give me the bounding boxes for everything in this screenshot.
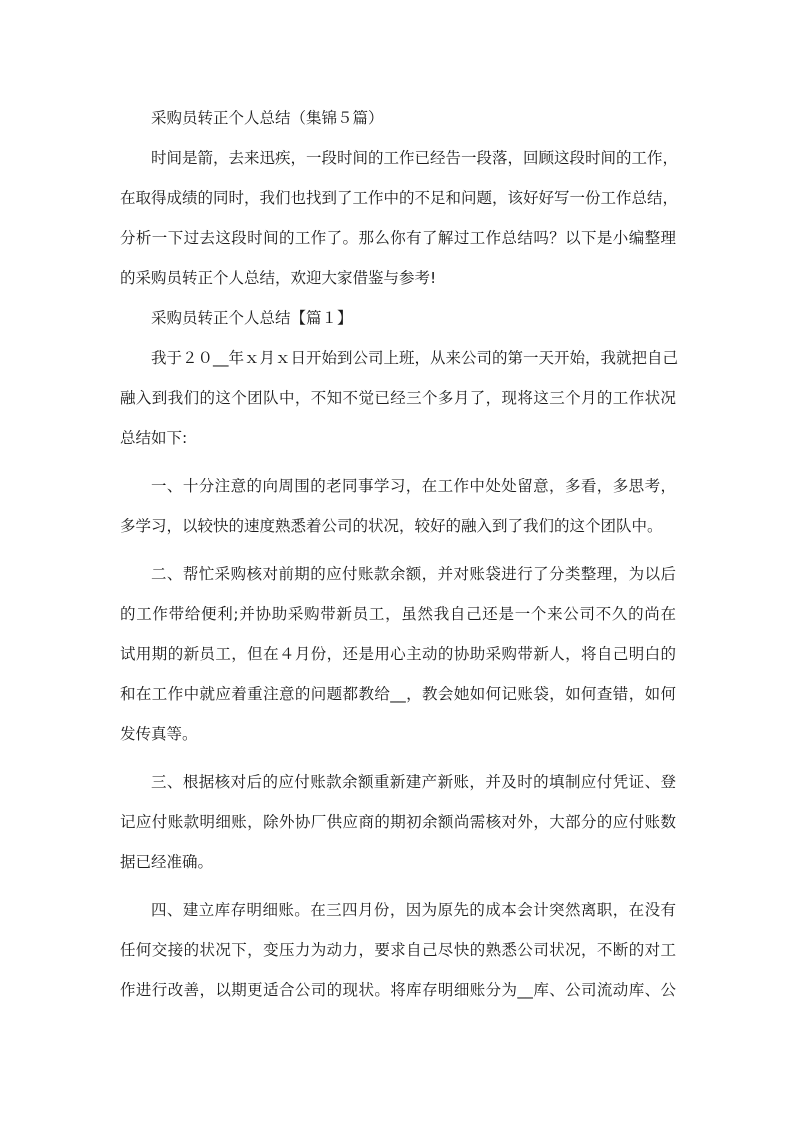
- item4-line-3: 作进行改善，以期更适合公司的现状。将库存明细账分为__库、公司流动库、公: [120, 981, 676, 999]
- intro-line-3: 分析一下过去这段时间的工作了。那么你有了解过工作总结吗？以下是小编整理: [120, 229, 676, 247]
- item-1-paragraph: [120, 466, 676, 546]
- item-3-paragraph: [120, 762, 676, 882]
- item-4-paragraph: [120, 890, 676, 1010]
- document-title: 采购员转正个人总结（集锦５篇）: [151, 109, 384, 127]
- document-body: [120, 98, 679, 1010]
- para1-line-1: 我于２０__年ｘ月ｘ日开始到公司上班，从来公司的第一天开始，我就把自己: [151, 349, 679, 367]
- spacer: [120, 546, 676, 554]
- item2-line-2: 的工作带给便利;并协助采购带新员工，虽然我自己还是一个来公司不久的尚在: [120, 605, 676, 623]
- item2-line-3: 试用期的新员工，但在４月份，还是用心主动的协助采购带新人，将自己明白的: [120, 645, 676, 663]
- item2-line-5: 发传真等。: [120, 725, 198, 743]
- item3-line-1: 三、根据核对后的应付账款余额重新建产新账，并及时的填制应付凭证、登: [151, 773, 676, 791]
- item3-line-2: 记应付账款明细账，除外协厂供应商的期初余额尚需核对外，大部分的应付账数: [120, 813, 676, 831]
- intro-line-1: 时间是箭，去来迅疾，一段时间的工作已经告一段落，回顾这段时间的工作，: [151, 149, 679, 167]
- section-heading: 采购员转正个人总结【篇１】: [151, 309, 353, 327]
- item-2-paragraph: [120, 554, 676, 754]
- item1-line-1: 一、十分注意的向周围的老同事学习，在工作中处处留意，多看，多思考，: [151, 477, 676, 495]
- spacer: [120, 458, 676, 466]
- intro-line-2: 在取得成绩的同时，我们也找到了工作中的不足和问题，该好好写一份工作总结，: [120, 189, 679, 207]
- item4-line-1: 四、建立库存明细账。在三四月份，因为原先的成本会计突然离职，在没有: [151, 901, 676, 919]
- item2-line-4: 和在工作中就应着重注意的问题都教给__，教会她如何记账袋，如何查错，如何: [120, 685, 676, 703]
- item4-line-2: 任何交接的状况下，变压力为动力，要求自己尽快的熟悉公司状况，不断的对工: [120, 941, 676, 959]
- spacer: [120, 754, 676, 762]
- item3-line-3: 据已经准确。: [120, 853, 214, 871]
- intro-paragraph: [120, 138, 679, 298]
- spacer: [120, 882, 676, 890]
- paragraph-1: [120, 338, 679, 458]
- intro-line-4: 的采购员转正个人总结，欢迎大家借鉴与参考!: [120, 269, 437, 287]
- item1-line-2: 多学习，以较快的速度熟悉着公司的状况，较好的融入到了我们的这个团队中。: [120, 517, 663, 535]
- para1-line-2: 融入到我们的这个团队中，不知不觉已经三个多月了，现将这三个月的工作状况: [120, 389, 676, 407]
- para1-line-3: 总结如下:: [120, 429, 188, 447]
- item2-line-1: 二、帮忙采购核对前期的应付账款余额，并对账袋进行了分类整理，为以后: [151, 565, 676, 583]
